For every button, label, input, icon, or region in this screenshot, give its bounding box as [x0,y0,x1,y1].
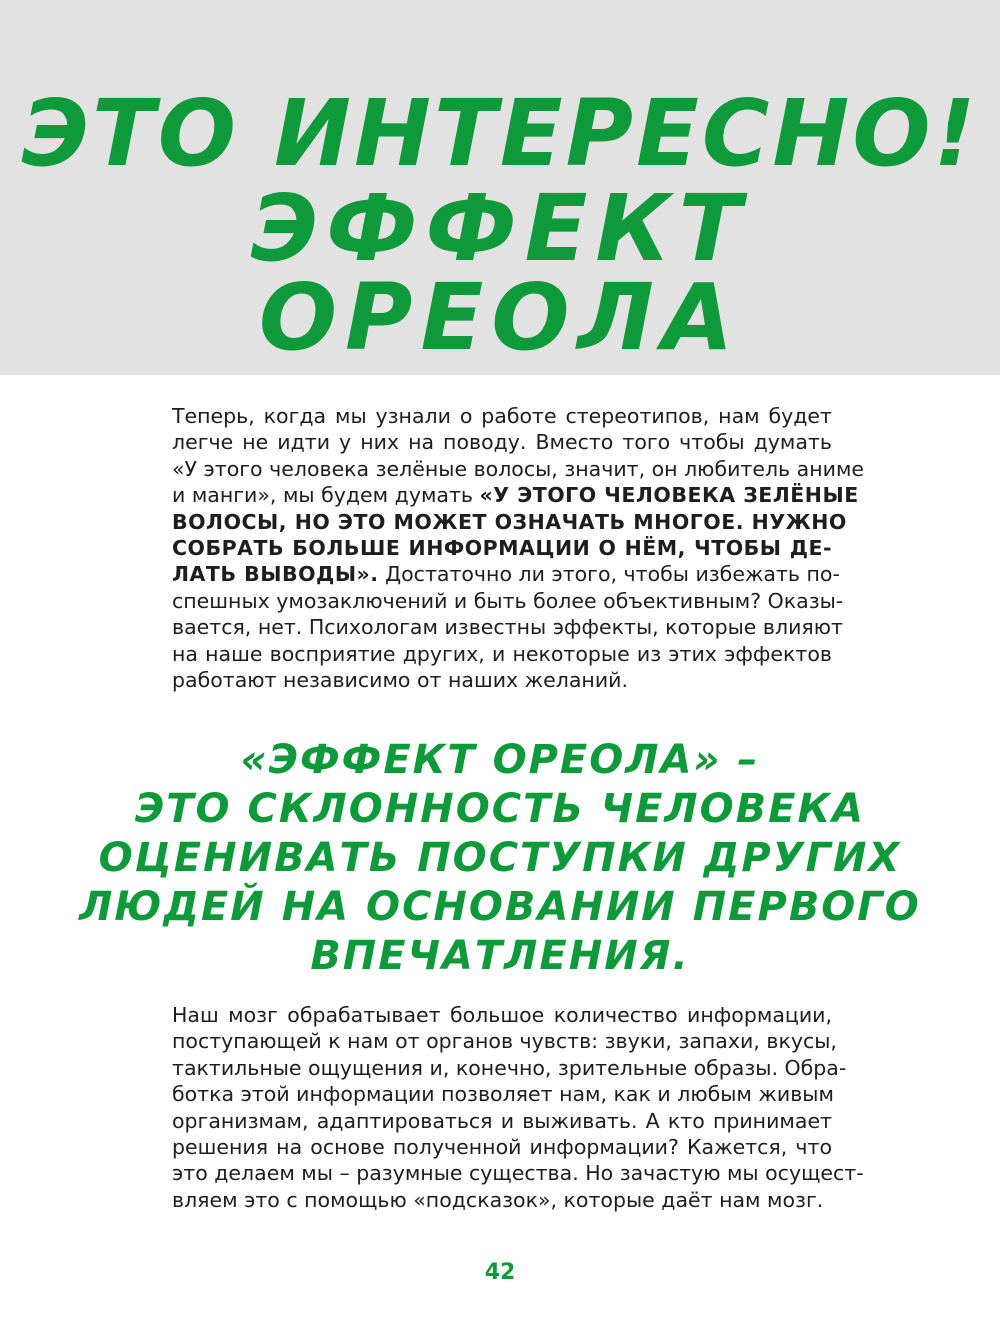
paragraph-line: на наше восприятие других, и некоторые из этих эффектов [172,641,832,666]
pull-quote [0,736,1000,981]
title-line-1: ЭТО ИНТЕРЕСНО! [21,80,979,187]
paragraph-line: вается, нет. Психологам известны эффекты, которые влияют [172,615,843,640]
paragraph-line: «У этого человека зелёные волосы, значит, он любитель аниме [172,456,865,481]
quote-line: ОЦЕНИВАТЬ ПОСТУПКИ ДРУГИХ [98,835,902,881]
paragraph-line: Теперь, когда мы узнали о работе стереотипов, нам будет [172,404,832,428]
paragraph-line: решения на основе полученной информации? Кажется, что [172,1134,832,1159]
paragraph-line: организмам, адаптироваться и выживать. А кто принимает [172,1108,832,1133]
title-line-3: ОРЕОЛА [258,264,742,371]
paragraph-line [172,561,840,587]
title-line-2: ЭФФЕКТ [250,175,750,282]
page-number: 42 [484,1260,516,1285]
body-paragraph [172,1002,864,1213]
paragraph-line: это делаем мы – разумные существа. Но зачастую мы осущест- [172,1161,864,1186]
emphasis-line: СОБРАТЬ БОЛЬШЕ ИНФОРМАЦИИ О НЁМ, ЧТОБЫ ДЕ- [172,535,832,560]
paragraph-line: вляем это с помощью «подсказок», которые даёт нам мозг. [172,1187,824,1212]
emphasis-line: ВОЛОСЫ, НО ЭТО МОЖЕТ ОЗНАЧАТЬ МНОГОЕ. НУЖНО [172,509,847,534]
paragraph-line [172,482,859,508]
paragraph-line: ботка этой информации позволяет нам, как и любым живым [172,1082,834,1107]
paragraph-text: и манги», мы будем думать [172,483,480,508]
paragraph-line: легче не идти у них на поводу. Вместо того чтобы думать [172,430,832,455]
paragraph-line: тактильные ощущения и, конечно, зрительные образы. Обра- [172,1055,847,1080]
paragraph-line: работают независимо от наших желаний. [172,667,628,692]
quote-line: ВПЕЧАТЛЕНИЯ. [310,933,690,979]
quote-line: «ЭФФЕКТ ОРЕОЛА» – [240,737,760,783]
paragraph-line: спешных умозаключений и быть более объективным? Оказы- [172,588,844,613]
intro-paragraph [172,403,865,693]
paragraph-line: поступающей к нам от органов чувств: звуки, запахи, вкусы, [172,1029,837,1054]
emphasis-text: «У ЭТОГО ЧЕЛОВЕКА ЗЕЛЁНЫЕ [479,483,859,508]
paragraph-line: Наш мозг обрабатывает большое количество информации, [172,1003,832,1027]
quote-line: ЭТО СКЛОННОСТЬ ЧЕЛОВЕКА [134,786,866,832]
paragraph-text: Достаточно ли этого, чтобы избежать по- [378,562,840,587]
emphasis-text: ЛАТЬ ВЫВОДЫ». [172,562,379,587]
quote-line: ЛЮДЕЙ НА ОСНОВАНИИ ПЕРВОГО [79,884,921,930]
header-band [0,0,1000,375]
